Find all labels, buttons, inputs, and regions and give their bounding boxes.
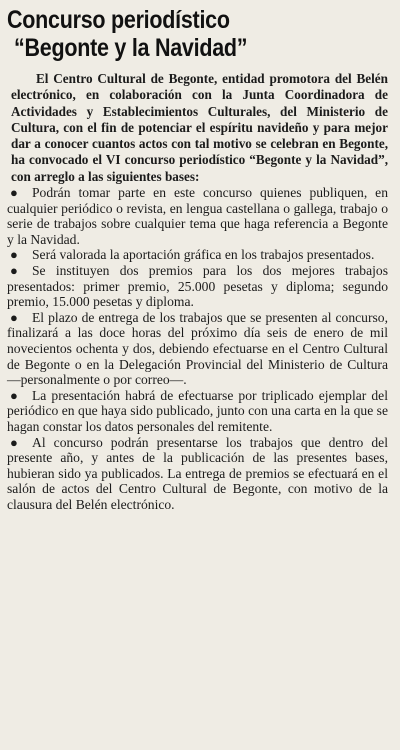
base-text: Al concurso podrán presentarse los trabajos que dentro del presente año, y antes de la publicación de las presentes bases, hubieran sido ya publicados. La entrega de premios se efectuará en el salón de actos del Centro Cultural de Begonte, con motivo de la clausura del Belén electrónico.: [7, 434, 388, 512]
bullet-icon: ●: [10, 434, 18, 450]
list-item: [7, 388, 388, 435]
list-item: [7, 185, 388, 247]
list-item: [7, 435, 388, 513]
headline-line-2: “Begonte y la Navidad”: [14, 34, 248, 62]
list-item: [7, 263, 388, 310]
base-text: Podrán tomar parte en este concurso quienes publiquen, en cualquier periódico o revista, en lengua castellana o gallega, trabajo o serie de trabajos sobre cualquier tema que haga referencia a Begonte y la Navidad.: [7, 185, 388, 247]
bullet-icon: ●: [10, 185, 18, 201]
list-item: [7, 247, 388, 263]
bullet-icon: ●: [10, 247, 18, 263]
bullet-icon: ●: [10, 309, 18, 325]
base-text: El plazo de entrega de los trabajos que se presenten al concurso, finalizará a las doce horas del próximo día seis de enero de mil novecientos ochenta y dos, debiendo efectuarse en el Centro Cultural de Begonte o en la Delegación Provincial del Ministerio de Cultura —personalmente o por correo—.: [7, 309, 388, 388]
base-text: Se instituyen dos premios para los dos mejores trabajos presentados: primer premio, 25.000 pesetas y diploma; segundo premio, 15.000 pesetas y diploma.: [7, 263, 388, 310]
lead-paragraph: El Centro Cultural de Begonte, entidad promotora del Belén electrónico, en colaboración con la Junta Coordinadora de Actividades y Establecimientos Culturales, del Ministerio de Cultura, con el fin de potenciar el espíritu navideño y para mejor dar a conocer cuantos actos con tal motivo se celebran en Begonte, ha convocado el VI concurso periodístico “Begonte y la Navidad”, con arreglo a las siguientes bases:: [11, 71, 388, 184]
headline-line-1: Concurso periodístico: [7, 6, 230, 34]
base-text: La presentación habrá de efectuarse por triplicado ejemplar del periódico en que haya sido publicado, junto con una carta en la que se hagan constar los datos personales del remitente.: [7, 387, 388, 434]
base-text: Será valorada la aportación gráfica en los trabajos presentados.: [32, 247, 375, 263]
bullet-icon: ●: [10, 387, 18, 403]
list-item: [7, 310, 388, 388]
bases-list: [7, 185, 388, 512]
bullet-icon: ●: [10, 263, 18, 279]
